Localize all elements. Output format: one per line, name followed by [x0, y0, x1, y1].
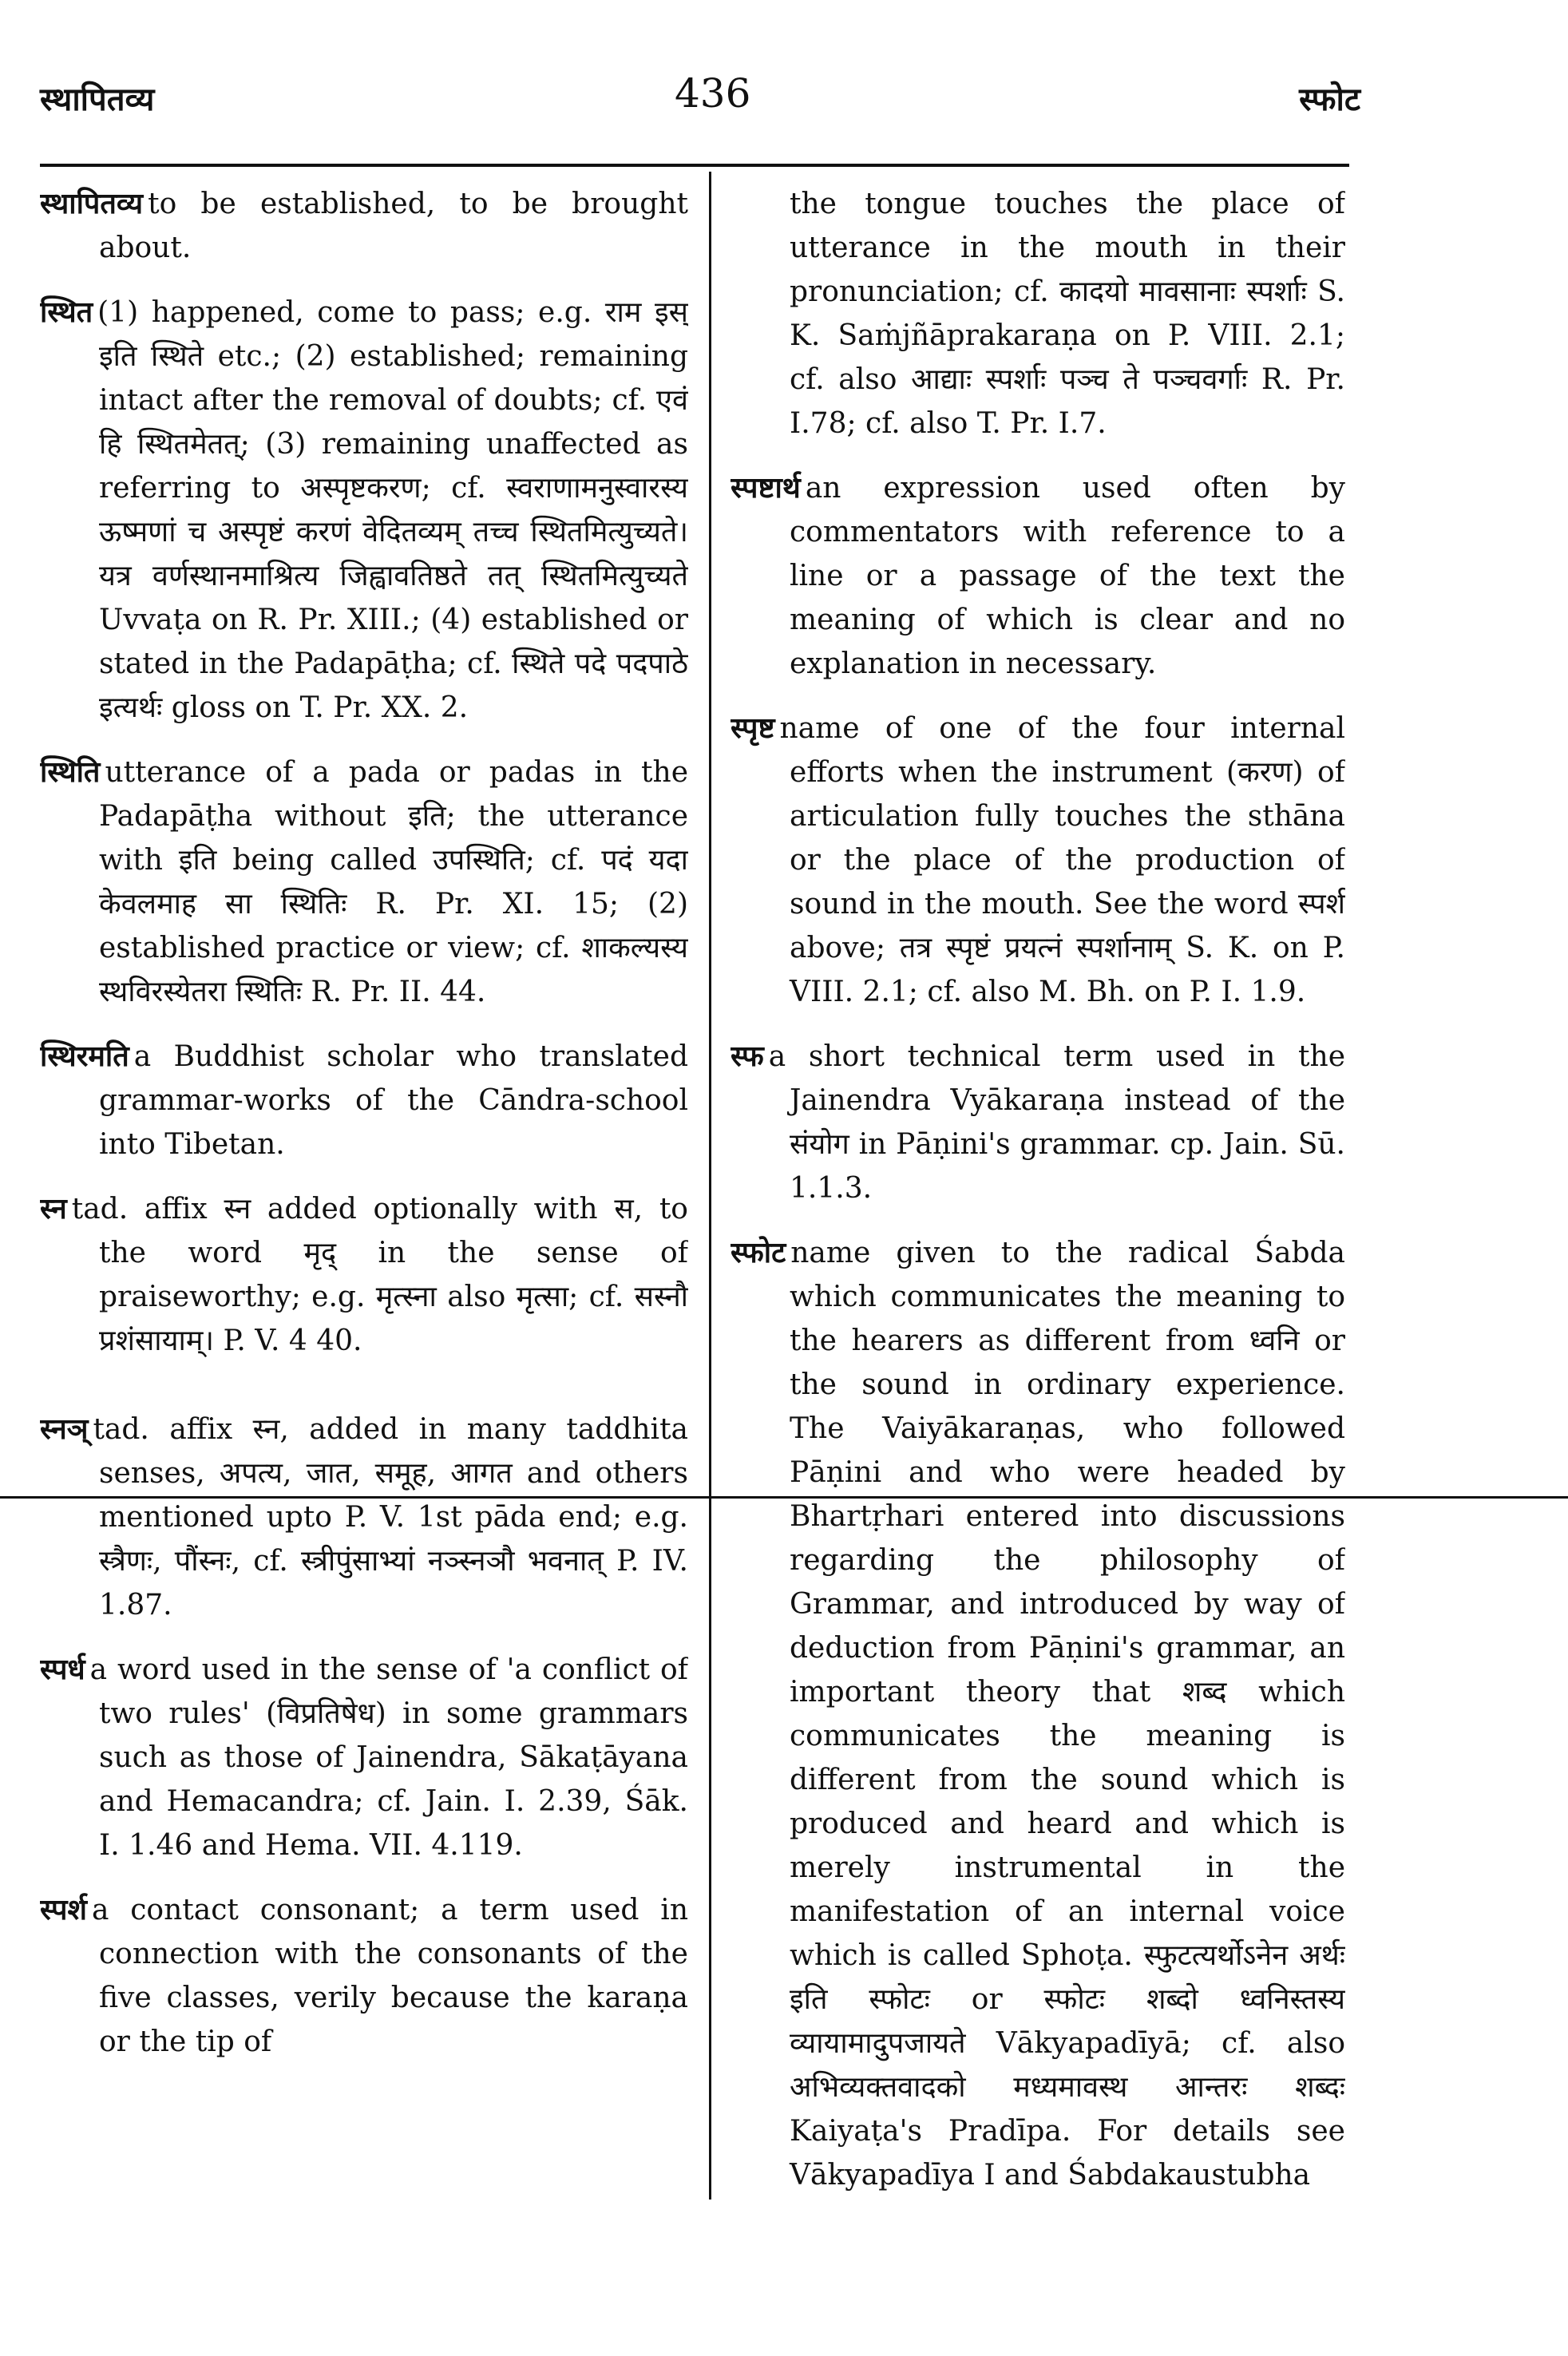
headword: स्थिति — [40, 755, 101, 789]
entry — [40, 1408, 688, 1627]
continued-entry: the tongue touches the place of utterance in the mouth in their pronunciation; cf. कादयो मावसानाः स्पर्शाः S. K. Saṁjñāprakaraṇa on P. VIII. 2.1; cf. also आद्याः स्पर्शाः पञ्च ते पञ्चवर्गाः R. Pr. I.78; cf. also T. Pr. I.7. — [790, 188, 1345, 440]
entry — [40, 750, 688, 1014]
entry — [40, 1035, 688, 1166]
definition: utterance of a pada or padas in the Padapāṭha without इति; the utterance with इति being called उपस्थिति; cf. पदं यदा केवलमाह सा स्थितिः R. Pr. XI. 15; (2) established practice or view; cf. शाकल्यस्य स्थविरस्येतरा स्थितिः R. Pr. II. 44. — [99, 756, 688, 1008]
definition: to be established, to be brought about. — [99, 188, 688, 264]
scan-artifact-line — [0, 1496, 1568, 1499]
entry — [731, 466, 1345, 686]
headword: स्पर्ध — [40, 1653, 85, 1686]
definition: a Buddhist scholar who translated grammar-works of the Cāndra-school into Tibetan. — [99, 1040, 688, 1161]
entry — [40, 1187, 688, 1363]
entry — [731, 1035, 1345, 1210]
headword: स्फ — [731, 1039, 764, 1073]
running-head-left: स्थापितव्य — [40, 81, 155, 118]
right-column — [731, 182, 1345, 2194]
entry — [731, 1231, 1345, 2194]
column-divider — [709, 172, 711, 2200]
header-rule — [40, 164, 1349, 167]
definition: an expression used often by commentators with reference to a line or a passage of the text the meaning of which is clear and no explanation in necessary. — [790, 472, 1345, 680]
entry — [40, 182, 688, 270]
left-column — [40, 182, 688, 2194]
headword: स्फोट — [731, 1236, 786, 1269]
headword: स्थित — [40, 295, 93, 329]
headword: स्पर्श — [40, 1893, 87, 1926]
definition: (1) happened, come to pass; e.g. राम इस् इति स्थिते etc.; (2) established; remaining intact after the removal of doubts; cf. एवं हि स्थितमेतत्; (3) remaining unaffected as referring to अस्पृष्टकरण; cf. स्वराणामनुस्वारस्य ऊष्मणां च अस्पृष्टं करणं वेदितव्यम् तच्च स्थितमित्युच्यते। यत्र वर्णस्थानमाश्रित्य जिह्वावतिष्ठते तत् स्थितमित्युच्यते Uvvaṭa on R. Pr. XIII.; (4) established or stated in the Padapāṭha; cf. स्थिते पदे पदपाठे इत्यर्थः gloss on T. Pr. XX. 2. — [97, 296, 688, 724]
entry — [731, 707, 1345, 1014]
definition: a contact consonant; a term used in connection with the consonants of the five classes, verily because the karaṇa or the tip of — [91, 1894, 688, 2058]
entry — [40, 291, 688, 730]
page-number: 436 — [675, 70, 751, 117]
definition: name given to the radical Śabda which communicates the meaning to the hearers as different from ध्वनि or the sound in ordinary experience. The Vaiyākaraṇas, who followed Pāṇini and who were headed by Bhartṛhari entered into discussions regarding the philosophy of Grammar, and introduced by way of deduction from Pāṇini's grammar, an important theory that शब्द which communicates the meaning is different from the sound which is produced and heard and which is merely instrumental in the manifestation of an internal voice which is called Sphoṭa. स्फुटत्यर्थोऽनेन अर्थः इति स्फोटः or स्फोटः शब्दो ध्वनिस्तस्य व्यायामादुपजायते Vākyapadīyā; cf. also अभिव्यक्तवादको मध्यमावस्थ आन्तरः शब्दः Kaiyaṭa's Pradīpa. For details see Vākyapadīya I and Śabdakaustubha — [790, 1237, 1345, 2192]
entry — [40, 1648, 688, 1867]
headword: स्पष्टार्थ — [731, 471, 801, 505]
headword: स्नञ् — [40, 1412, 89, 1446]
definition: tad. affix स्न added optionally with स, to the word मृद् in the sense of praiseworthy; e.g. मृत्स्ना also मृत्सा; cf. सस्नौ प्रशंसायाम्। P. V. 4 40. — [71, 1193, 688, 1357]
definition: a short technical term used in the Jainendra Vyākaraṇa instead of the संयोग in Pāṇini's grammar. cp. Jain. Sū. 1.1.3. — [768, 1040, 1345, 1205]
entry — [40, 1888, 688, 2064]
spacer — [40, 1384, 688, 1408]
headword: स्थापितव्य — [40, 187, 144, 220]
headword: स्थिरमति — [40, 1039, 129, 1073]
running-head-right: स्फोट — [1299, 81, 1360, 118]
headword: स्पृष्ट — [731, 711, 775, 745]
definition: a word used in the sense of 'a conflict of two rules' (विप्रतिषेध) in some grammars such as those of Jainendra, Sākaṭāyana and Hemacandra; cf. Jain. I. 2.39, Śāk. I. 1.46 and Hema. VII. 4.119. — [89, 1653, 688, 1862]
definition: tad. affix स्न, added in many taddhita senses, अपत्य, जात, समूह, आगत and others mentioned upto P. V. 1st pāda end; e.g. स्त्रैणः, पौंस्नः, cf. स्त्रीपुंसाभ्यां नञ्स्नञौ भवनात् P. IV. 1.87. — [93, 1413, 688, 1621]
definition: name of one of the four internal efforts when the instrument (करण) of articulation fully touches the sthāna or the place of the production of sound in the mouth. See the word स्पर्श above; तत्र स्पृष्टं प्रयत्नं स्पर्शानाम् S. K. on P. VIII. 2.1; cf. also M. Bh. on P. I. 1.9. — [779, 712, 1345, 1008]
headword: स्न — [40, 1192, 67, 1226]
